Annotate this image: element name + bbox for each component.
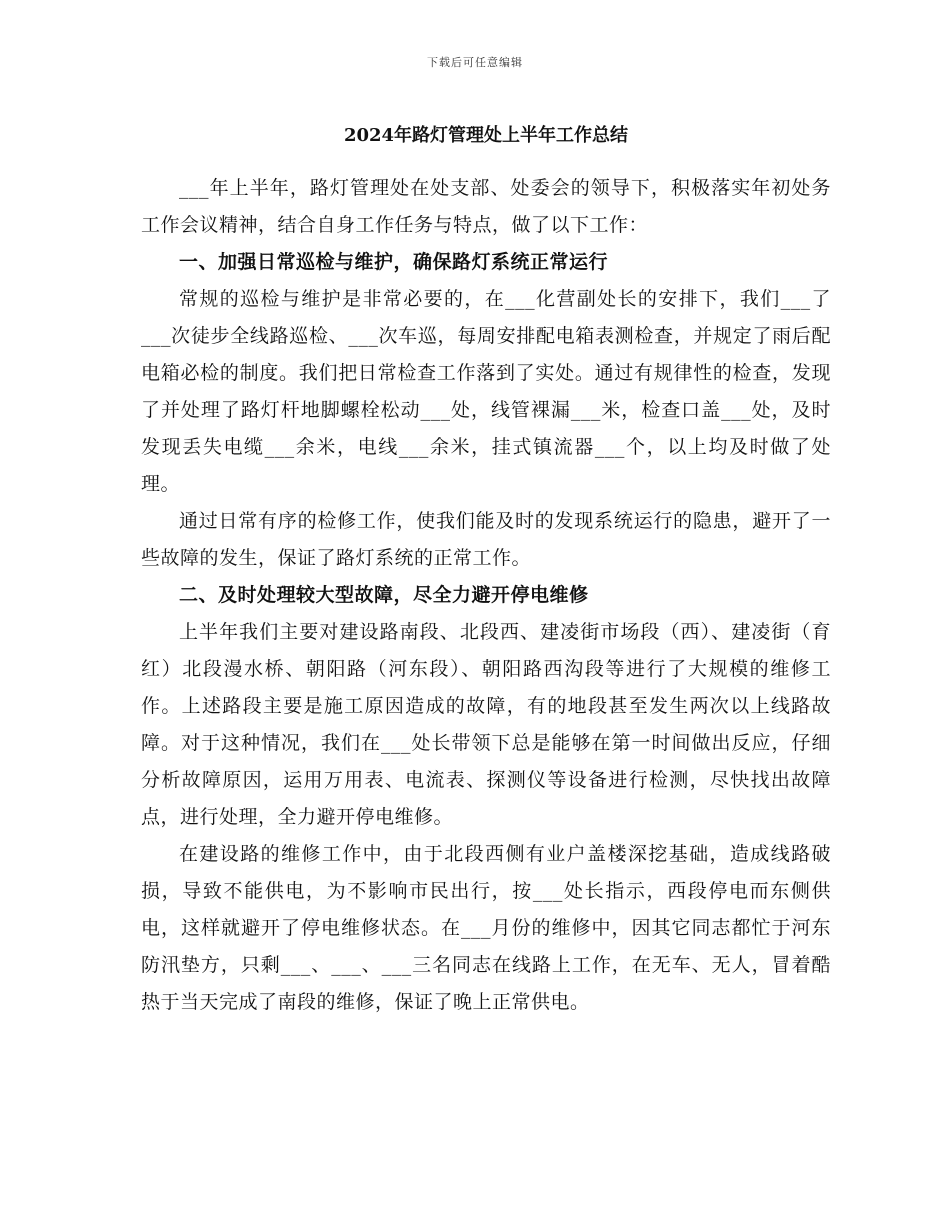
document-title: 2024年路灯管理处上半年工作总结 — [343, 125, 629, 146]
document-body — [141, 118, 831, 1021]
section-heading-2: 二、及时处理较大型故障，尽全力避开停电维修 — [179, 584, 589, 606]
section-heading-1: 一、加强日常巡检与维护，确保路灯系统正常运行 — [179, 251, 609, 273]
paragraph-repairs: 上半年我们主要对建设路南段、北段西、建凌街市场段（西）、建凌街（育红）北段漫水桥、朝阳路（河东段）、朝阳路西沟段等进行了大规模的维修工作。上述路段主要是施工原因造成的故障，有的地段甚至发生两次以上线路故障。对于这种情况，我们在___处长带领下总是能够在第一时间做出反应，仔细分析故障原因，运用万用表、电流表、探测仪等设备进行检测，尽快找出故障点，进行处理，全力避开停电维修。 — [141, 621, 831, 828]
paragraph-inspection: 常规的巡检与维护是非常必要的，在___化营副处长的安排下，我们___了___次徒步全线路巡检、___次车巡，每周安排配电箱表测检查，并规定了雨后配电箱必检的制度。我们把日常检查工作落到了实处。通过有规律性的检查，发现了并处理了路灯杆地脚螺栓松动___处，线管裸漏___米，检查口盖___处，及时发现丢失电缆___余米，电线___余米，挂式镇流器___个，以上均及时做了处理。 — [141, 288, 831, 495]
paragraph-construction-road: 在建设路的维修工作中，由于北段西侧有业户盖楼深挖基础，造成线路破损，导致不能供电，为不影响市民出行，按___处长指示，西段停电而东侧供电，这样就避开了停电维修状态。在___月份的维修中，因其它同志都忙于河东防汛垫方，只剩___、___、___三名同志在线路上工作，在无车、无人，冒着酷热于当天完成了南段的维修，保证了晚上正常供电。 — [141, 843, 831, 1013]
intro-paragraph: ___年上半年，路灯管理处在处支部、处委会的领导下，积极落实年初处务工作会议精神，结合自身工作任务与特点，做了以下工作： — [141, 177, 831, 236]
paragraph-inspection-result: 通过日常有序的检修工作，使我们能及时的发现系统运行的隐患，避开了一些故障的发生，保证了路灯系统的正常工作。 — [141, 510, 831, 569]
header-note: 下载后可任意编辑 — [427, 56, 523, 69]
